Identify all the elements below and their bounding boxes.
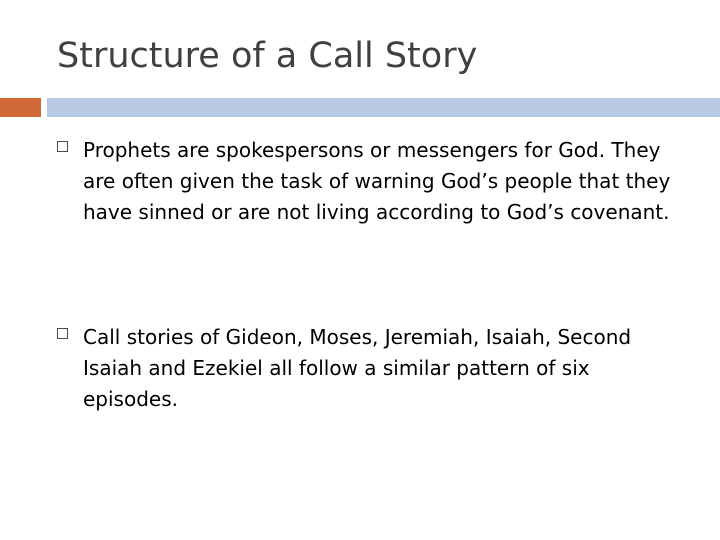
slide-title: Structure of a Call Story	[57, 36, 478, 76]
bullet-text: Prophets are spokespersons or messengers for God. They are often given the task of warning God’s people that they have sinned or are not living according to God’s covenant.	[83, 138, 671, 224]
bullet-text: Call stories of Gideon, Moses, Jeremiah, Isaiah, Second Isaiah and Ezekiel all follow a similar pattern of six episodes.	[83, 325, 632, 411]
hollow-square-bullet-icon	[57, 328, 68, 339]
title-divider-bar	[47, 98, 720, 117]
hollow-square-bullet-icon	[57, 141, 68, 152]
title-divider-accent	[0, 98, 41, 117]
